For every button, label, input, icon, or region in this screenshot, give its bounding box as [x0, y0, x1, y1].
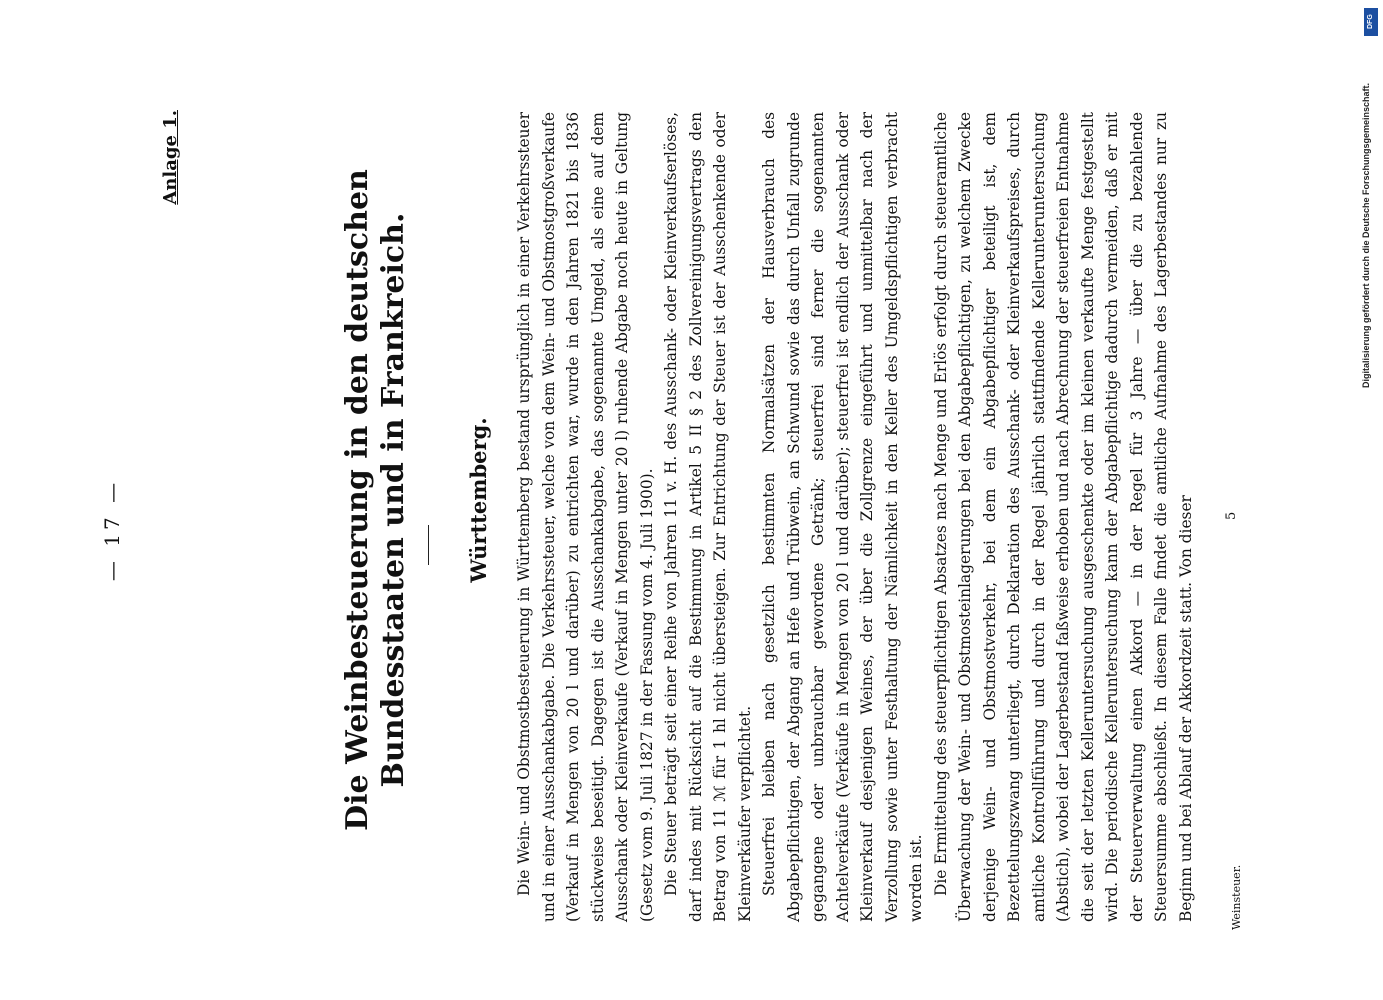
- paragraph: Die Steuer beträgt seit einer Reihe von Jahren 11 v. H. des Ausschank- oder Kleinverkaufserlöses, darf indes mit Rücksicht auf die Bestimmung in Artikel 5 II § 2 des Zollvereinigungsvertrags den Betrag von 11 ℳ für 1 hl nicht übersteigen. Zur Entrichtung der Steuer ist der Ausschenkende oder Kleinverkäufer verpflichtet.: [662, 112, 754, 922]
- rotated-document: [100, 70, 1260, 990]
- section-heading: Württemberg.: [466, 417, 491, 583]
- paragraph: Steuerfrei bleiben nach gesetzlich bestimmten Normalsätzen der Hausverbrauch des Abgabepflichtigen, der Abgang an Hefe und Trübwein, an Schwund sowie das durch Unfall zugrunde gegangene oder unbrauchbar gewordene Getränk; steuerfrei sind ferner die sogenannten Achtelverkäufe (Verkäufe in Mengen von 20 l und darüber); steuerfrei ist endlich der Ausschank oder Kleinverkauf desjenigen Weines, der über die Zollgrenze eingeführt und unmittelbar nach der Verzollung sowie unter Festhaltung der Nämlichkeit in den Keller des Umgeldspflichtigen verbracht worden ist.: [760, 112, 925, 922]
- dfg-credit: [1361, 8, 1381, 388]
- body-text: [512, 112, 1198, 922]
- paragraph: Die Ermittelung des steuerpflichtigen Absatzes nach Menge und Erlös erfolgt durch steueramtliche Überwachung der Wein- und Obstmosteinlagerungen bei den Abgabepflichtigen, zu welchem Zwecke derjenige Wein- und Obstmostverkehr, bei dem ein Abgabepflichtiger beteiligt ist, dem Bezettelungszwang unterliegt, durch Deklaration des Ausschank- oder Kleinverkaufspreises, durch amtliche Kontrollführung und durch in der Regel jährlich stattfindende Kellerunteruntersuchung (Abstich), wobei der Lagerbestand faßweise erhoben und nach Abrechnung der steuerfreien Entnahme die seit der letzten Kelleruntersuchung ausgeschenkte oder im kleinen verkaufte Menge festgestellt wird. Die periodische Kelleruntersuchung kann der Abgabepflichtige dadurch vermeiden, daß er mit der Steuerverwaltung einen Akkord — in der Regel für 3 Jahre — über die zu bezahlende Steuersumme abschließt. In diesem Falle findet die amtliche Aufnahme des Lagerbestandes nur zu Beginn und bei Ablauf der Akkordzeit statt. Von dieser: [931, 112, 1195, 922]
- signature-mark: Weinsteuer.: [1230, 864, 1243, 930]
- dfg-credit-text: Digitalisierung gefördert durch die Deutsche Forschungsgemeinschaft.: [1361, 82, 1371, 388]
- paragraph: Die Wein- und Obstmostbesteuerung in Württemberg bestand ursprünglich in einer Verkehrssteuer und in einer Ausschankabgabe. Die Verkehrssteuer, welche von dem Wein- und Obstmostgroßverkaufe (Verkauf in Mengen von 20 l und darüber) zu entrichten war, wurde in den Jahren 1821 bis 1836 stückweise beseitigt. Dagegen ist die Ausschankabgabe, das sogenannte Umgeld, als eine auf dem Ausschank oder Kleinverkaufe (Verkauf in Mengen unter 20 l) ruhende Abgabe noch heute in Geltung (Gesetz vom 9. Juli 1827 in der Fassung vom 4. Juli 1900).: [515, 112, 656, 922]
- document-title: Die Weinbesteuerung in den deutschen Bundesstaaten und in Frankreich.: [340, 169, 411, 831]
- dfg-logo: DFG: [1364, 8, 1378, 36]
- sheet-number: 5: [1224, 511, 1239, 520]
- title-rule: [428, 525, 429, 565]
- page-number: — 17 —: [100, 478, 124, 582]
- appendix-label: Anlage 1.: [160, 110, 181, 205]
